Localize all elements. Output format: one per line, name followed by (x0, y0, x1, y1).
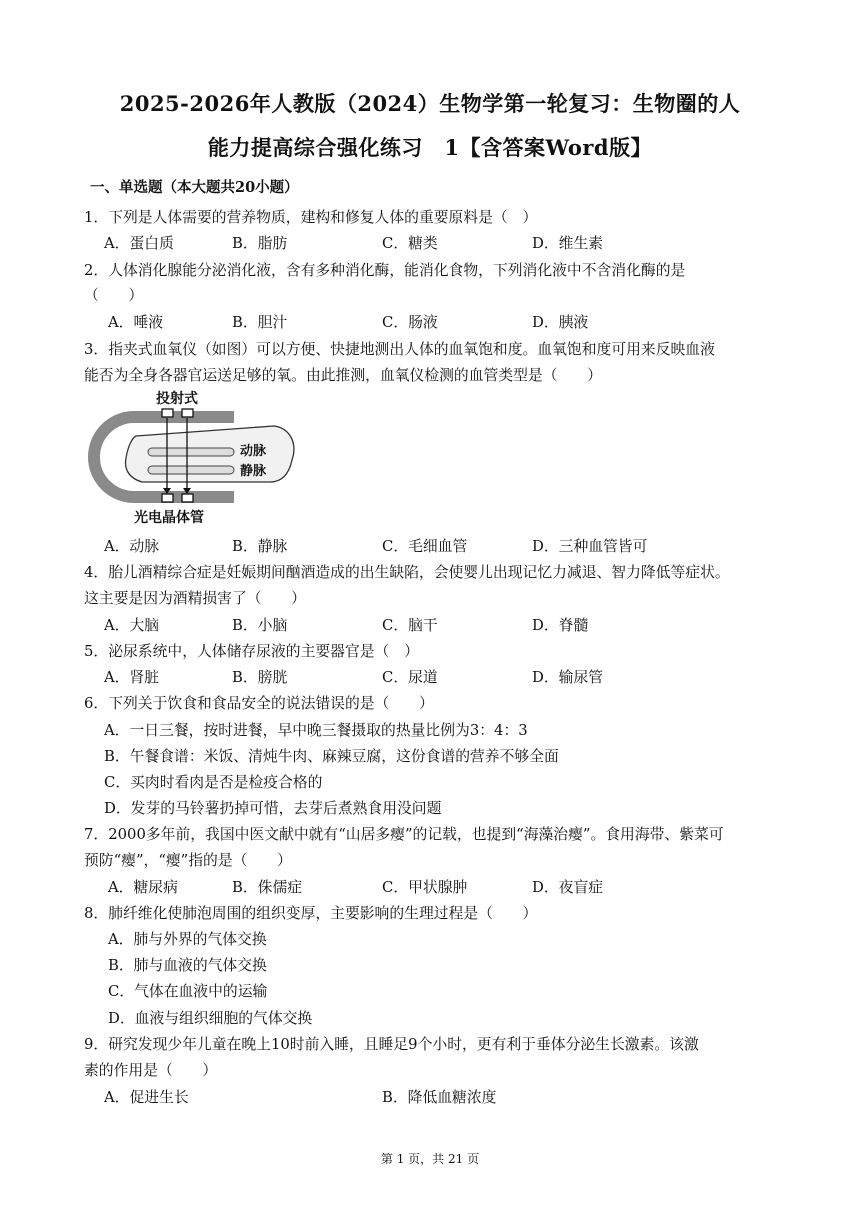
q3-option-a: A．动脉 (104, 538, 160, 555)
figure-label-bottom: 光电晶体管 (134, 510, 204, 526)
figure-label-artery: 动脉 (240, 444, 267, 459)
q7-option-b: B．侏儒症 (232, 879, 303, 896)
q6-option-a: A．一日三餐，按时进餐，早中晚三餐摄取的热量比例为3：4：3 (104, 722, 528, 739)
q4-option-b: B．小脑 (232, 617, 288, 634)
q2-option-b: B．胆汁 (232, 314, 288, 331)
q6-option-d: D．发芽的马铃薯扔掉可惜，去芽后煮熟食用没问题 (104, 800, 442, 817)
q5-option-d: D．输尿管 (532, 669, 604, 686)
question-2-stem: 2．人体消化腺能分泌消化液，含有多种消化酶，能消化食物，下列消化液中不含消化酶的是 (84, 262, 686, 279)
question-4-stem-cont: 这主要是因为酒精损害了（ ） (84, 590, 306, 607)
figure-label-top: 投射式 (156, 391, 198, 407)
q3-option-d: D．三种血管皆可 (532, 538, 648, 555)
question-3-stem: 3．指夹式血氧仪（如图）可以方便、快捷地测出人体的血氧饱和度。血氧饱和度可用来反映血液 (84, 341, 715, 358)
q1-option-d: D．维生素 (532, 235, 604, 252)
q9-option-a: A．促进生长 (104, 1089, 189, 1106)
q4-option-a: A．大脑 (104, 617, 160, 634)
q7-option-c: C．甲状腺肿 (382, 879, 468, 896)
q7-option-d: D．夜盲症 (532, 879, 604, 896)
figure-label-vein: 静脉 (240, 464, 267, 479)
q1-option-b: B．脂肪 (232, 235, 288, 252)
page-footer: 第 1 页，共 21 页 (380, 1152, 480, 1166)
q3-option-c: C．毛细血管 (382, 538, 468, 555)
question-6-stem: 6．下列关于饮食和食品安全的说法错误的是（ ） (84, 695, 434, 712)
question-8-stem: 8．肺纤维化使肺泡周围的组织变厚，主要影响的生理过程是（ ） (84, 905, 538, 922)
section-heading: 一、单选题（本大题共20小题） (90, 179, 299, 196)
q2-option-d: D．胰液 (532, 314, 589, 331)
question-3-stem-cont: 能否为全身各器官运送足够的氧。由此推测，血氧仪检测的血管类型是（ ） (84, 367, 602, 384)
q5-option-c: C．尿道 (382, 669, 438, 686)
document-title-line-1: 2025-2026年人教版（2024）生物学第一轮复习：生物圈的人 (119, 91, 741, 116)
question-1-stem: 1．下列是人体需要的营养物质，建构和修复人体的重要原料是（ ） (84, 209, 538, 226)
q9-option-b: B．降低血糖浓度 (382, 1089, 497, 1106)
q8-option-c: C．气体在血液中的运输 (108, 983, 268, 1000)
question-4-stem: 4．胎儿酒精综合症是妊娠期间酗酒造成的出生缺陷，会使婴儿出现记忆力减退、智力降低等症状。 (84, 564, 730, 581)
q1-option-a: A．蛋白质 (104, 235, 174, 252)
question-7-stem: 7．2000多年前，我国中医文献中就有“山居多瘿”的记载，也提到“海藻治瘿”。食用海带、紫菜可 (84, 826, 724, 843)
q8-option-b: B．肺与血液的气体交换 (108, 957, 267, 974)
q4-option-c: C．脑干 (382, 617, 438, 634)
q8-option-a: A．肺与外界的气体交换 (108, 931, 267, 948)
q6-option-b: B．午餐食谱：米饭、清炖牛肉、麻辣豆腐，这份食谱的营养不够全面 (104, 748, 559, 765)
pulse-oximeter-figure (84, 390, 304, 530)
q8-option-d: D．血液与组织细胞的气体交换 (108, 1010, 313, 1027)
q2-option-a: A．唾液 (108, 314, 164, 331)
q5-option-b: B．膀胱 (232, 669, 288, 686)
question-2-stem-cont: （ ） (84, 287, 144, 304)
q6-option-c: C．买肉时看肉是否是检疫合格的 (104, 774, 323, 791)
q3-option-b: B．静脉 (232, 538, 288, 555)
question-5-stem: 5．泌尿系统中，人体储存尿液的主要器官是（ ） (84, 643, 419, 660)
q5-option-a: A．肾脏 (104, 669, 160, 686)
question-7-stem-cont: 预防“瘿”，“瘿”指的是（ ） (84, 852, 292, 869)
q7-option-a: A．糖尿病 (108, 879, 178, 896)
q1-option-c: C．糖类 (382, 235, 438, 252)
q4-option-d: D．脊髓 (532, 617, 589, 634)
question-9-stem-cont: 素的作用是（ ） (84, 1062, 218, 1079)
q2-option-c: C．肠液 (382, 314, 438, 331)
question-9-stem: 9．研究发现少年儿童在晚上10时前入睡，且睡足9个小时，更有利于垂体分泌生长激素。该激 (84, 1036, 699, 1053)
document-title-line-2: 能力提高综合强化练习 1【含答案Word版】 (207, 135, 653, 160)
